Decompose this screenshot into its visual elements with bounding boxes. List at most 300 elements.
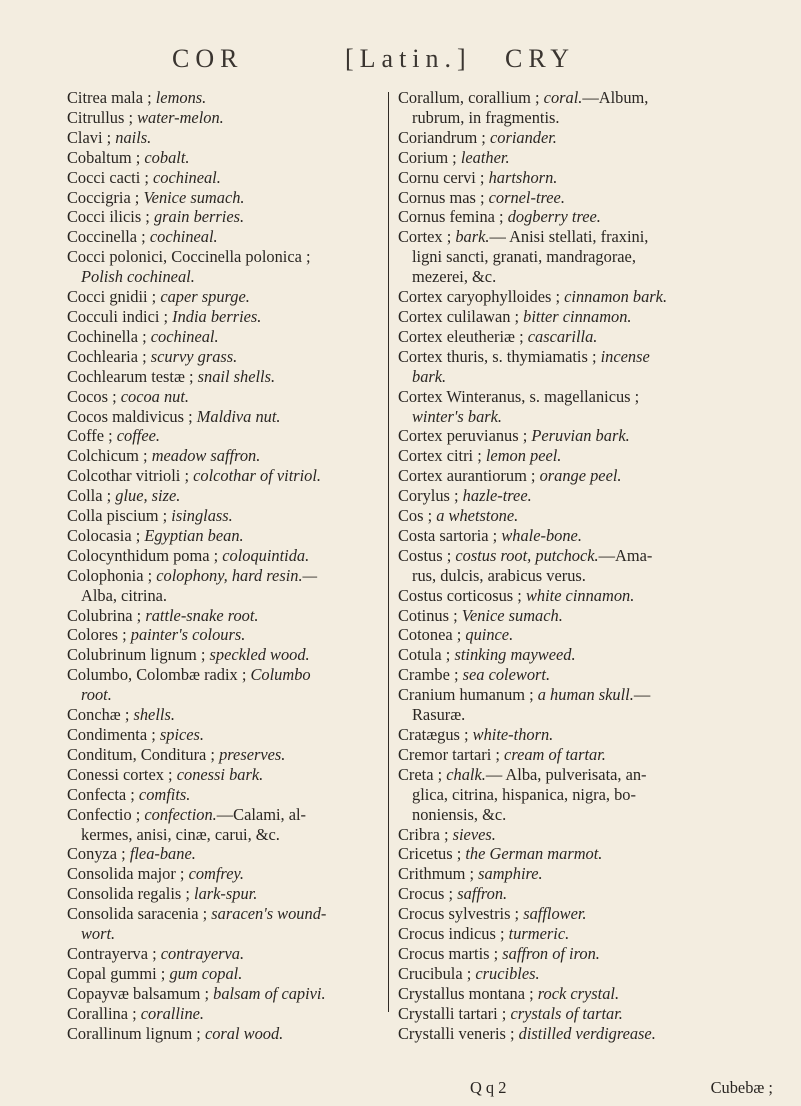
english-gloss: India berries. [172,306,262,326]
dictionary-entry [67,566,384,606]
dictionary-entry [398,387,783,427]
latin-term: Crystallus montana ; [398,983,538,1003]
english-gloss: grain berries. [153,207,245,227]
english-gloss: hartshorn. [488,167,558,187]
dictionary-entry [67,964,384,984]
english-gloss: meadow saffron. [151,446,261,466]
dictionary-entry [67,327,384,347]
page-footer [398,1078,783,1100]
english-gloss: costus root, putchock. [455,545,599,565]
latin-term: ligni sancti, granati, mandragorae, [412,247,636,267]
latin-term: Colla piscium ; [67,506,172,526]
latin-term: Cocci gnidii ; [67,287,161,307]
entry-line [398,148,783,168]
english-gloss: samphire. [478,864,543,884]
english-gloss: isinglass. [171,506,233,526]
entry-line [67,645,384,665]
english-gloss: stinking mayweed. [454,645,576,665]
latin-term: Copayvæ balsamum ; [67,983,214,1003]
entry-line [398,825,783,845]
latin-term: Corallum, corallium ; [398,88,544,107]
english-gloss: sieves. [452,824,496,844]
dictionary-entry [398,606,783,626]
latin-term: Crithmum ; [398,864,479,884]
latin-term: Cocci cacti ; [67,167,154,187]
entry-line [398,446,783,466]
english-gloss: coffee. [116,426,161,446]
english-gloss: confection. [144,804,217,824]
english-gloss: Polish cochineal. [81,267,195,287]
english-gloss: spices. [159,725,205,744]
entry-line [67,1024,384,1044]
english-gloss: coral. [543,88,583,107]
dictionary-entry [398,1024,783,1044]
entry-line [67,566,384,586]
variants-text: — [633,685,651,705]
latin-term: Consolida regalis ; [67,884,195,904]
dictionary-entry [67,168,384,188]
entry-line [67,984,384,1004]
latin-term: Condimenta ; [67,725,160,744]
entry-line [67,765,384,785]
english-gloss: speckled wood. [209,645,310,665]
english-gloss: cinnamon bark. [564,287,668,307]
english-gloss: crucibles. [475,963,540,983]
english-gloss: flea-bane. [129,844,196,864]
entry-line [398,546,783,566]
latin-term: Crystalli veneris ; [398,1023,519,1043]
entry-line [398,844,783,864]
english-gloss: bark. [455,227,490,247]
english-gloss: preserves. [219,744,286,764]
entry-line [398,267,783,287]
entry-line [398,665,783,685]
entry-line [67,88,384,108]
header-right-word: CRY [505,44,576,73]
dictionary-entry [398,765,783,825]
dictionary-entry [398,884,783,904]
entry-line [67,188,384,208]
latin-term: Crocus sylvestris ; [398,904,524,924]
entry-line [67,606,384,626]
dictionary-entry [398,864,783,884]
entry-line [398,805,783,825]
right-column [398,88,783,1044]
dictionary-entry [67,705,384,725]
entry-line [398,924,783,944]
dictionary-entry [398,506,783,526]
english-gloss: bark. [412,366,447,386]
dictionary-entry [67,645,384,665]
dictionary-entry [398,188,783,208]
english-gloss: cochineal. [153,167,221,187]
english-gloss: rattle-snake root. [145,605,259,625]
entry-line [67,805,384,825]
english-gloss: saffron. [457,884,508,904]
latin-term: Crambe ; [398,665,463,685]
entry-line [398,188,783,208]
latin-term: noniensis, &c. [412,804,507,824]
english-gloss: glue, size. [115,486,181,506]
entry-line [398,367,783,387]
entry-line [398,307,783,327]
latin-term: Cremor tartari ; [398,744,505,764]
dictionary-entry [67,148,384,168]
latin-term: Citrea mala ; [67,88,156,107]
latin-term: Crocus martis ; [398,943,503,963]
latin-term: Copal gummi ; [67,963,170,983]
latin-term: Cortex culilawan ; [398,306,524,326]
latin-term: Creta ; [398,764,447,784]
entry-line [67,486,384,506]
variants-text: —Album, [582,88,649,107]
header-language: [Latin.] [345,44,472,73]
latin-term: Conyza ; [67,844,130,864]
entry-line [398,745,783,765]
entry-line [398,227,783,247]
entry-line [67,387,384,407]
english-gloss: chalk. [446,764,486,784]
latin-term: rubrum, in fragmentis. [412,107,560,127]
entry-line [398,1004,783,1024]
dictionary-entry [398,168,783,188]
entry-line [398,964,783,984]
latin-term: Cos ; [398,506,437,526]
latin-term: Cribra ; [398,824,453,844]
english-gloss: bitter cinnamon. [523,306,632,326]
entry-line [398,984,783,1004]
dictionary-entry [67,745,384,765]
latin-term: Crocus indicus ; [398,924,509,944]
english-gloss: cream of tartar. [504,744,606,764]
entry-line [398,645,783,665]
latin-term: rus, dulcis, arabicus verus. [412,565,586,585]
entry-line [67,168,384,188]
english-gloss: comfits. [138,784,191,804]
entry-line [67,864,384,884]
latin-term: mezerei, &c. [412,267,497,287]
entry-line [67,586,384,606]
english-gloss: colophony, hard resin.— [156,565,318,585]
entry-line [398,327,783,347]
entry-line [398,705,783,725]
dictionary-entry [398,745,783,765]
english-gloss: conessi bark. [176,764,264,784]
english-gloss: hazle-tree. [462,486,532,506]
latin-term: glica, citrina, hispanica, nigra, bo- [412,784,636,804]
latin-term: Columbo, Colombæ radix ; [67,665,251,685]
dictionary-entry [398,426,783,446]
latin-term: Cranium humanum ; [398,685,538,705]
entry-line [67,407,384,427]
dictionary-entry [67,188,384,208]
entry-line [398,466,783,486]
dictionary-entry [398,207,783,227]
latin-term: Corylus ; [398,486,463,506]
english-gloss: rock crystal. [537,983,620,1003]
dictionary-entry [67,665,384,705]
english-gloss: water-melon. [137,107,224,127]
english-gloss: gum copal. [169,963,243,983]
latin-term: Cocos ; [67,386,121,406]
latin-term: Alba, citrina. [81,585,168,605]
latin-term: Crocus ; [398,884,458,904]
entry-line [67,128,384,148]
dictionary-entry [67,426,384,446]
latin-term: Cornu cervi ; [398,167,489,187]
running-header [0,44,801,92]
dictionary-entry [67,725,384,745]
entry-line [398,944,783,964]
latin-term: Coriandrum ; [398,127,490,147]
entry-line [398,785,783,805]
latin-term: Cotinus ; [398,605,462,625]
entry-line [67,466,384,486]
dictionary-entry [67,347,384,367]
english-gloss: distilled verdigrease. [518,1023,656,1043]
dictionary-entry [398,227,783,287]
entry-line [398,88,783,108]
latin-term: Colores ; [67,625,131,645]
latin-term: Cortex Winteranus, s. magellanicus ; [398,386,640,406]
english-gloss: cocoa nut. [120,386,190,406]
entry-line [398,486,783,506]
english-gloss: saracen's wound- [211,904,327,924]
dictionary-entry [67,466,384,486]
variants-text: — Anisi stellati, fraxini, [489,227,649,247]
dictionary-entry [398,148,783,168]
latin-term: Coccigria ; [67,187,144,207]
english-gloss: quince. [465,625,514,645]
entry-line [67,207,384,227]
entry-line [67,785,384,805]
latin-term: Cotula ; [398,645,455,665]
latin-term: Colocasia ; [67,525,145,545]
english-gloss: turmeric. [508,924,570,944]
dictionary-entry [398,88,783,128]
english-gloss: Venice sumach. [143,187,245,207]
english-gloss: orange peel. [539,466,622,486]
latin-term: Cricetus ; [398,844,466,864]
english-gloss: the German marmot. [465,844,603,864]
english-gloss: Columbo [250,665,311,685]
english-gloss: coralline. [140,1003,205,1023]
latin-term: Cortex eleutheriæ ; [398,326,528,346]
dictionary-entry [67,625,384,645]
english-gloss: Venice sumach. [461,605,563,625]
dictionary-entry [398,725,783,745]
latin-term: Citrullus ; [67,107,138,127]
entry-line [67,287,384,307]
entry-line [67,546,384,566]
entry-line [398,347,783,367]
english-gloss: leather. [460,147,510,167]
dictionary-entry [67,944,384,964]
latin-term: Cobaltum ; [67,147,145,167]
entry-line [67,725,384,745]
entry-line [398,426,783,446]
entry-line [398,108,783,128]
latin-term: Colcothar vitrioli ; [67,466,194,486]
latin-term: Colla ; [67,486,116,506]
latin-term: Colophonia ; [67,565,157,585]
latin-term: Cortex ; [398,227,456,247]
dictionary-entry [67,108,384,128]
dictionary-entry [67,884,384,904]
english-gloss: coriander. [489,127,557,147]
dictionary-entry [67,88,384,108]
english-gloss: cochineal. [150,326,219,346]
dictionary-entry [67,387,384,407]
entry-line [398,725,783,745]
dictionary-entry [67,765,384,785]
dictionary-entry [398,546,783,586]
entry-line [398,168,783,188]
english-gloss: caper spurge. [160,287,250,307]
left-column [67,88,384,1044]
header-left-word: COR [172,44,244,73]
english-gloss: a whetstone. [436,506,519,526]
english-gloss: a human skull. [537,685,634,705]
latin-term: Colchicum ; [67,446,152,466]
entry-line [67,944,384,964]
dictionary-entry [398,665,783,685]
dictionary-entry [398,964,783,984]
dictionary-entry [398,586,783,606]
entry-line [67,705,384,725]
english-gloss: painter's colours. [130,625,246,645]
entry-line [398,387,783,407]
english-gloss: balsam of capivi. [213,983,326,1003]
variants-text: —Calami, al- [216,804,306,824]
dictionary-entry [398,446,783,466]
latin-term: Rasuræ. [412,705,466,725]
entry-line [67,108,384,128]
latin-term: Cochlearia ; [67,346,151,366]
dictionary-entry [398,1004,783,1024]
latin-term: Crystalli tartari ; [398,1003,511,1023]
dictionary-entry [67,844,384,864]
dictionary-entry [67,864,384,884]
latin-term: Costus corticosus ; [398,585,526,605]
dictionary-entry [398,984,783,1004]
english-gloss: white cinnamon. [525,585,635,605]
entry-line [67,625,384,645]
english-gloss: safflower. [523,904,587,924]
entry-line [67,964,384,984]
english-gloss: white-thorn. [472,725,554,744]
english-gloss: cobalt. [144,147,190,167]
english-gloss: saffron of iron. [502,943,600,963]
entry-line [398,586,783,606]
entry-line [67,327,384,347]
variants-text: — Alba, pulverisata, an- [485,764,647,784]
latin-term: Cochlearum testæ ; [67,366,198,386]
english-gloss: shells. [133,705,175,725]
dictionary-entry [67,367,384,387]
latin-term: kermes, anisi, cinæ, carui, &c. [81,824,280,844]
entry-line [67,148,384,168]
dictionary-entry [67,486,384,506]
dictionary-entry [67,506,384,526]
entry-line [398,864,783,884]
latin-term: Cortex thuris, s. thymiamatis ; [398,346,601,366]
english-gloss: nails. [115,127,152,147]
dictionary-entry [67,407,384,427]
latin-term: Cortex caryophylloides ; [398,287,565,307]
entry-line [67,825,384,845]
entry-line [67,247,384,267]
english-gloss: cochineal. [149,227,218,247]
latin-term: Cornus femina ; [398,207,508,227]
entry-line [398,287,783,307]
catchword: Cubebæ ; [710,1078,773,1097]
dictionary-entry [398,685,783,725]
dictionary-entry [398,466,783,486]
entry-line [67,307,384,327]
english-gloss: snail shells. [197,366,276,386]
dictionary-entry [398,944,783,964]
latin-term: Colubrina ; [67,605,146,625]
entry-line [67,506,384,526]
latin-term: Costa sartoria ; [398,525,502,545]
variants-text: —Ama- [598,545,653,565]
entry-line [67,526,384,546]
entry-line [398,765,783,785]
english-gloss: coral wood. [204,1023,284,1043]
latin-term: Coccinella ; [67,227,150,247]
english-gloss: colcothar of vitriol. [193,466,322,486]
english-gloss: cornel-tree. [488,187,565,207]
latin-term: Coffe ; [67,426,117,446]
english-gloss: dogberry tree. [507,207,601,227]
entry-line [67,665,384,685]
latin-term: Cocci ilicis ; [67,207,154,227]
entry-line [398,1024,783,1044]
dictionary-entry [67,606,384,626]
english-gloss: scurvy grass. [150,346,238,366]
latin-term: Cocculi indici ; [67,306,173,326]
latin-term: Corallina ; [67,1003,141,1023]
entry-line [67,446,384,466]
latin-term: Cortex peruvianus ; [398,426,532,446]
latin-term: Conchæ ; [67,705,134,725]
entry-line [67,426,384,446]
english-gloss: crystals of tartar. [510,1003,623,1023]
entry-line [398,506,783,526]
entry-line [398,625,783,645]
dictionary-entry [67,984,384,1004]
latin-term: Colocynthidum poma ; [67,545,223,565]
latin-term: Conditum, Conditura ; [67,744,220,764]
signature-mark: Q q 2 [470,1078,507,1097]
latin-term: Consolida major ; [67,864,189,884]
latin-term: Colubrinum lignum ; [67,645,210,665]
latin-term: Corium ; [398,147,461,167]
english-gloss: lark-spur. [194,884,258,904]
dictionary-entry [67,1004,384,1024]
dictionary-entry [398,287,783,307]
dictionary-entry [398,526,783,546]
dictionary-entry [67,526,384,546]
dictionary-entry [67,307,384,327]
dictionary-entry [67,287,384,307]
dictionary-entry [398,825,783,845]
dictionary-entry [67,904,384,944]
dictionary-entry [67,128,384,148]
entry-line [398,407,783,427]
latin-term: Crucibula ; [398,963,476,983]
